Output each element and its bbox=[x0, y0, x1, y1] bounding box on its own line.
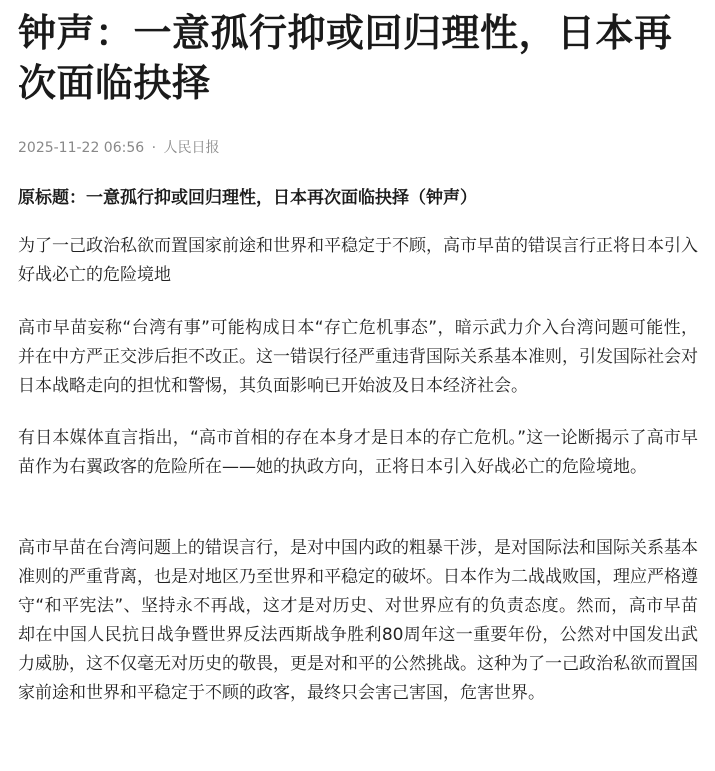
meta-separator: · bbox=[151, 140, 157, 156]
article-paragraph-1: 为了一己政治私欲而置国家前途和世界和平稳定于不顾，高市早苗的错误言行正将日本引入好战必亡的危险境地 bbox=[18, 236, 698, 285]
publish-timestamp: 2025-11-22 06:56 bbox=[18, 140, 145, 156]
article-paragraph-2: 高市早苗妄称“台湾有事”可能构成日本“存亡危机事态”，暗示武力介入台湾问题可能性，并在中方严正交涉后拒不改正。这一错误行径严重违背国际关系基本准则，引发国际社会对日本战略走向的担忧和警惕，其负面影响已开始波及日本经济社会。 bbox=[18, 318, 698, 396]
source-name[interactable]: 人民日报 bbox=[163, 140, 220, 156]
article bbox=[18, 0, 698, 703]
article-paragraph-4: 高市早苗在台湾问题上的错误言行，是对中国内政的粗暴干涉，是对国际法和国际关系基本准则的严重背离，也是对地区乃至世界和平稳定的破坏。日本作为二战战败国，理应严格遵守“和平宪法”、坚持永不再战，这才是对历史、对世界应有的负责态度。然而，高市早苗却在中国人民抗日战争暨世界反法西斯战争胜利80周年这一重要年份，公然对中国发出武力威胁，这不仅毫无对历史的敬畏，更是对和平的公然挑战。这种为了一己政治私欲而置国家前途和世界和平稳定于不顾的政客，最终只会害己害国，危害世界。 bbox=[18, 538, 698, 703]
original-title: 原标题：一意孤行抑或回归理性，日本再次面临抉择（钟声） bbox=[18, 188, 477, 208]
article-meta bbox=[18, 138, 698, 158]
article-paragraph-3: 有日本媒体直言指出，“高市首相的存在本身才是日本的存亡危机。”这一论断揭示了高市早苗作为右翼政客的危险所在——她的执政方向，正将日本引入好战必亡的危险境地。 bbox=[18, 428, 698, 477]
next-paragraph-cutoff bbox=[18, 764, 698, 771]
next-paragraph-partial-line bbox=[18, 764, 698, 771]
article-headline: 钟声：一意孤行抑或回归理性，日本再次面临抉择 bbox=[18, 11, 673, 105]
